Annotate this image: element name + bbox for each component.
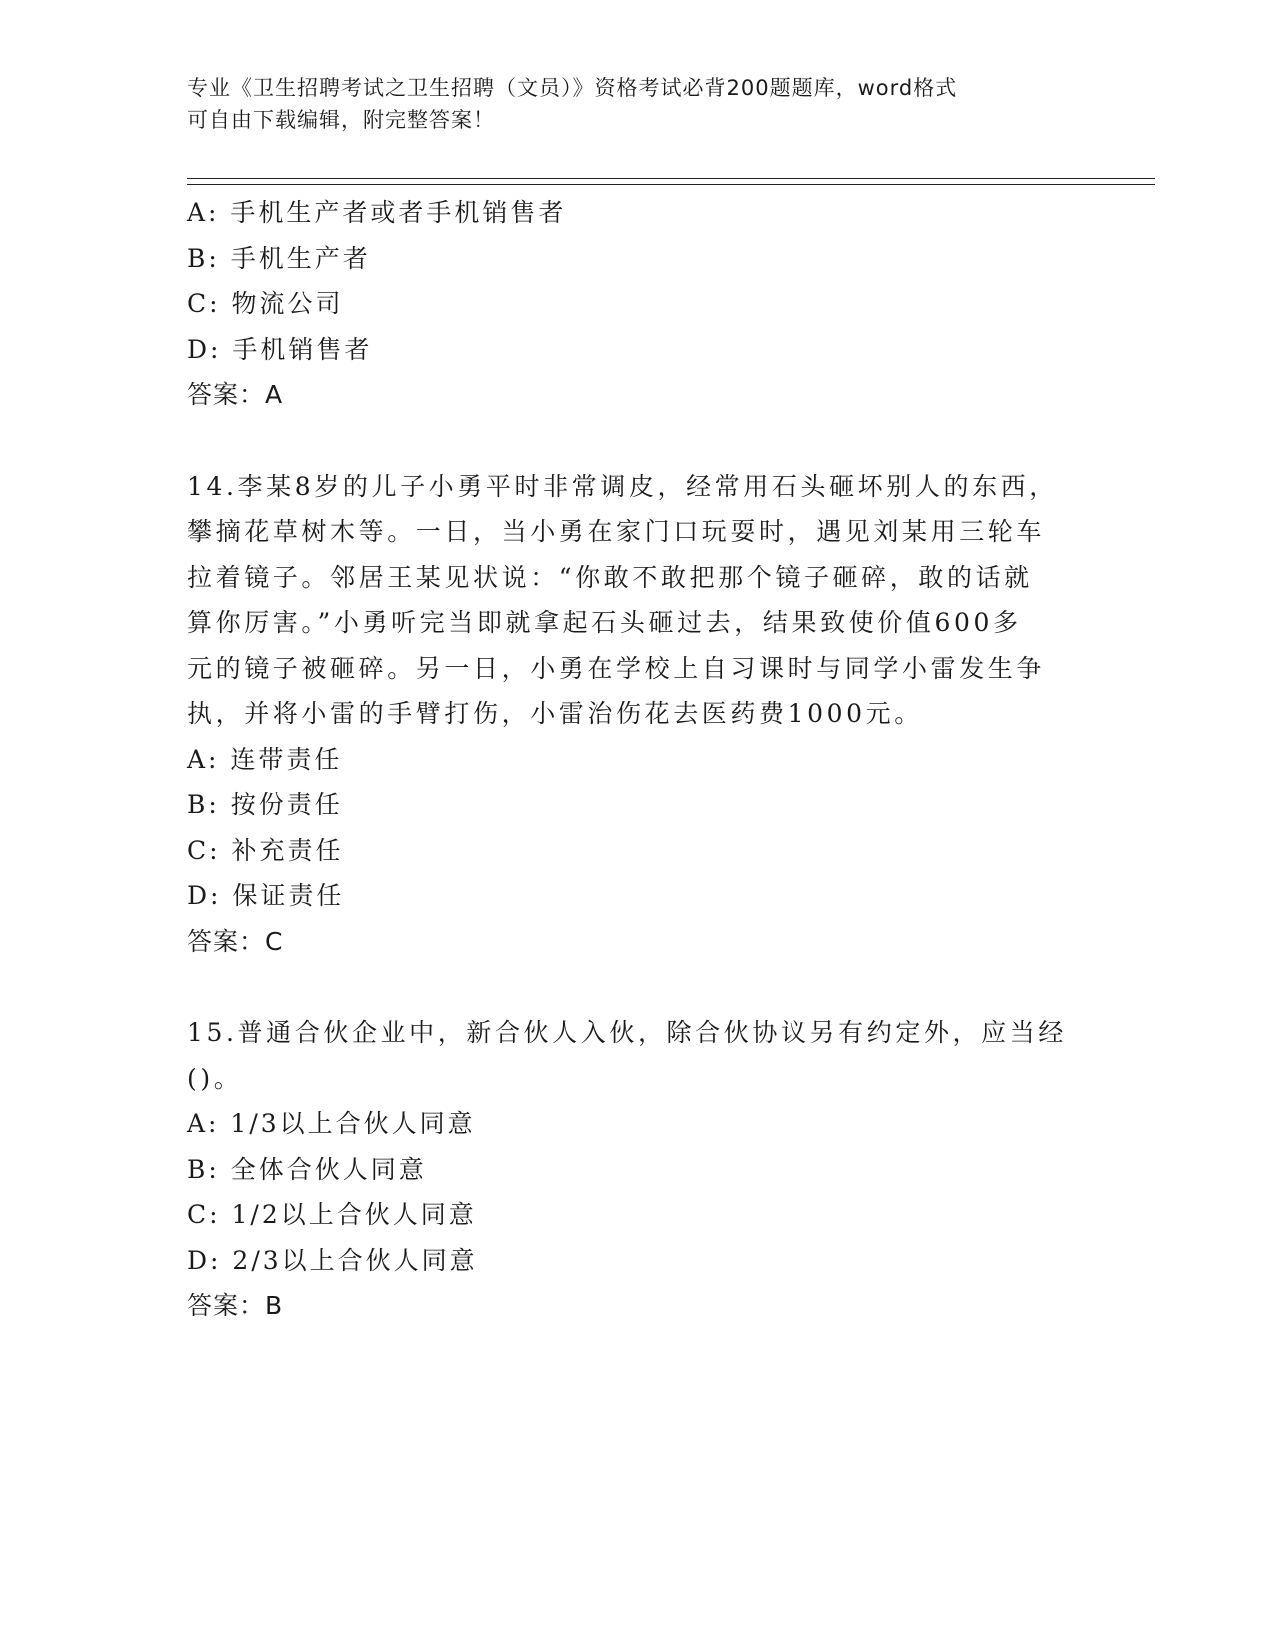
header-rule-top xyxy=(187,178,1155,179)
spacer xyxy=(187,418,1087,464)
document-header xyxy=(187,72,1067,136)
option-b: B: 手机生产者 xyxy=(187,243,371,273)
stem-line: 攀摘花草树木等。一日，当小勇在家门口玩耍时，遇见刘某用三轮车 xyxy=(187,517,1046,546)
option-a: A: 1/3以上合伙人同意 xyxy=(187,1109,476,1138)
option-b: B: 全体合伙人同意 xyxy=(187,1154,427,1184)
stem-line: ()。 xyxy=(187,1063,243,1093)
stem-line: 15.普通合伙企业中，新合伙人入伙，除合伙协议另有约定外，应当经 xyxy=(187,1018,1067,1047)
spacer xyxy=(187,964,1087,1010)
question-stem xyxy=(187,1010,1087,1101)
option-d: D: 2/3以上合伙人同意 xyxy=(187,1245,478,1275)
stem-line: 元的镜子被砸碎。另一日，小勇在学校上自习课时与同学小雷发生争 xyxy=(187,653,1046,683)
answer: 答案：A xyxy=(187,380,284,409)
option-d: D: 手机销售者 xyxy=(187,334,373,364)
option-b: B: 按份责任 xyxy=(187,790,343,819)
header-line-2: 可自由下载编辑，附完整答案！ xyxy=(187,108,495,132)
question-14 xyxy=(187,464,1087,965)
answer: 答案：B xyxy=(187,1291,284,1320)
stem-line: 执，并将小雷的手臂打伤，小雷治伤花去医药费1000元。 xyxy=(187,699,923,728)
option-c: C: 补充责任 xyxy=(187,835,344,865)
option-c: C: 1/2以上合伙人同意 xyxy=(187,1200,477,1229)
header-rule-bottom xyxy=(187,184,1155,185)
option-c: C: 物流公司 xyxy=(187,289,344,318)
stem-line: 14.李某8岁的儿子小勇平时非常调皮，经常用石头砸坏别人的东西， xyxy=(187,471,1058,501)
option-a: A: 手机生产者或者手机销售者 xyxy=(187,198,567,227)
answer: 答案：C xyxy=(187,926,284,956)
stem-line: 算你厉害。”小勇听完当即就拿起石头砸过去，结果致使价值600多 xyxy=(187,608,1022,637)
question-13 xyxy=(187,190,1087,418)
stem-line: 拉着镜子。邻居王某见状说：“你敢不敢把那个镜子砸碎，敢的话就 xyxy=(187,562,1033,592)
question-list xyxy=(187,190,1087,1329)
option-d: D: 保证责任 xyxy=(187,881,345,910)
question-stem xyxy=(187,464,1087,737)
option-a: A: 连带责任 xyxy=(187,744,343,774)
question-15 xyxy=(187,1010,1087,1329)
header-line-1: 专业《卫生招聘考试之卫生招聘（文员）》资格考试必背200题题库，word格式 xyxy=(187,76,958,100)
